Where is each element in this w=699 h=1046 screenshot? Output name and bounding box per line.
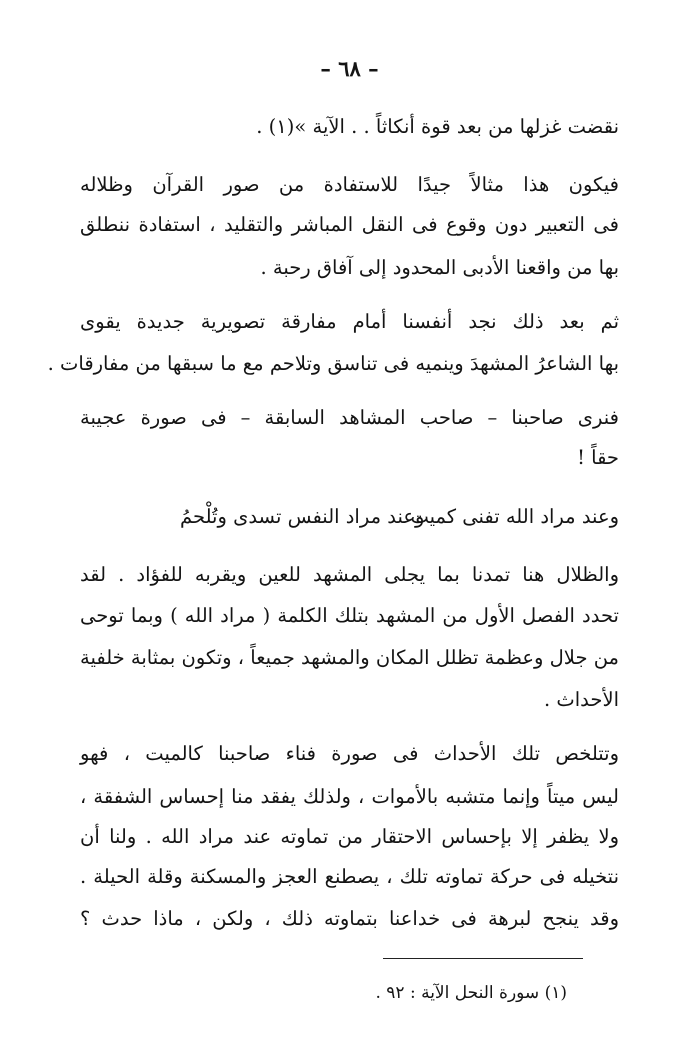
text-line: فى التعبير دون وقوع فى النقل المباشر والتقليد ، استفادة ننطلق <box>80 213 619 236</box>
text-line: والظلال هنا تمدنا بما يجلى المشهد للعين ويقربه للفؤاد . لقد <box>80 563 619 586</box>
text-line: ليس ميتاً وإنما متشبه بالأموات ، ولذلك يفقد منا إحساس الشفقة ، <box>80 785 619 808</box>
text-line: بها الشاعرُ المشهدَ وينميه فى تناسق وتلاحم مع ما سبقها من مفارقات . <box>47 352 619 375</box>
text-line: فنرى صاحبنا – صاحب المشاهد السابقة – فى صورة عجيبة <box>80 406 619 429</box>
footnote-separator <box>383 958 583 959</box>
text-line: وتتلخص تلك الأحداث فى صورة فناء صاحبنا كالميت ، فهو <box>80 742 619 765</box>
text-line: نتخيله فى حركة تماوته تلك ، يصطنع العجز والمسكنة وقلة الحيلة . <box>80 865 619 888</box>
text-line: بها من واقعنا الأدبى المحدود إلى آفاق رحبة . <box>260 256 619 279</box>
text-line: ولا يظفر إلا بإحساس الاحتقار من تماوته عند مراد الله . ولنا أن <box>80 825 619 848</box>
text-line: تحدد الفصل الأول من المشهد بتلك الكلمة ( مراد الله ) وبما توحى <box>80 604 619 627</box>
text-line: من جلال وعظمة تظلل المكان والمشهد جميعاً ، وتكون بمثابة خلفية <box>80 646 619 669</box>
text-line: ثم بعد ذلك نجد أنفسنا أمام مفارقة تصويرية جديدة يقوى <box>80 310 619 333</box>
footnote: (١) سورة النحل الآية : ٩٢ . <box>375 983 567 1003</box>
text-line: فيكون هذا مثالاً جيدًا للاستفادة من صور القرآن وظلاله <box>80 173 619 196</box>
page-number: – ٦٨ – <box>320 56 379 81</box>
text-line: نقضت غزلها من بعد قوة أنكاثاً . . الآية »(١) . <box>256 115 619 138</box>
text-line: الأحداث . <box>543 688 619 711</box>
text-line: حقاً ! <box>577 446 619 469</box>
text-line: وقد ينجح لبرهة فى خداعنا بتماوته ذلك ، ولكن ، ماذا حدث ؟ <box>80 907 619 930</box>
verse-hemistich-first: وعند مراد الله تفنى كميت <box>410 505 619 528</box>
verse-hemistich-second: وعند مراد النفس تسدى وتُلْحمُ <box>180 505 425 528</box>
